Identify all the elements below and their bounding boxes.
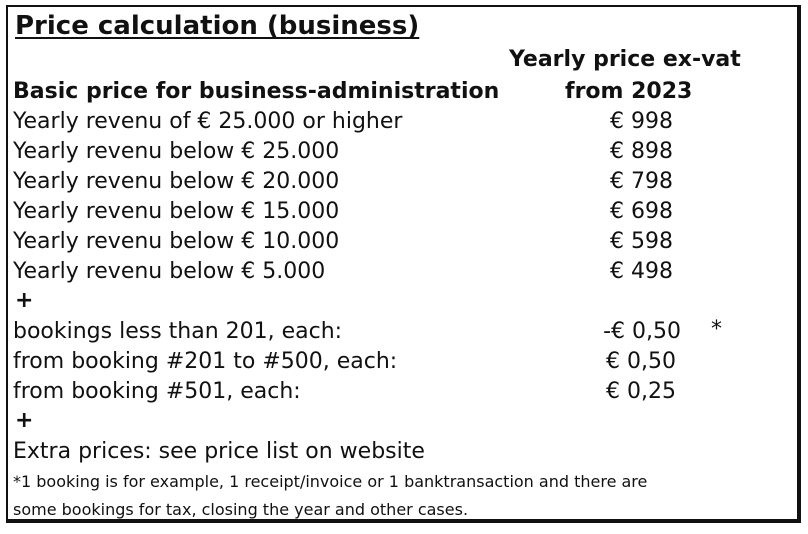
price-table — [6, 5, 801, 523]
revenue-row-label: Yearly revenu below € 25.000 — [13, 139, 340, 164]
booking-row-price: -€ 0,50 — [603, 319, 681, 344]
page-title: Price calculation (business) — [15, 11, 420, 41]
revenue-row-price: € 798 — [610, 169, 673, 194]
basic-price-header: Basic price for business-administration — [13, 79, 500, 104]
revenue-row-price: € 698 — [610, 199, 673, 224]
revenue-row-price: € 498 — [610, 259, 673, 284]
price-column-header-line1: Yearly price ex-vat — [509, 47, 741, 72]
footnote-line: some bookings for tax, closing the year and other cases. — [13, 500, 469, 519]
price-column-header-line2: from 2023 — [565, 79, 693, 104]
footnote-marker: * — [711, 317, 722, 342]
booking-row-label: from booking #501, each: — [13, 379, 301, 404]
revenue-row-label: Yearly revenu of € 25.000 or higher — [13, 109, 403, 134]
revenue-row-label: Yearly revenu below € 20.000 — [13, 169, 340, 194]
revenue-row-label: Yearly revenu below € 15.000 — [13, 199, 340, 224]
revenue-row-price: € 898 — [610, 139, 673, 164]
revenue-row-label: Yearly revenu below € 5.000 — [13, 259, 326, 284]
booking-row-price: € 0,25 — [606, 379, 676, 404]
booking-row-price: € 0,50 — [606, 349, 676, 374]
revenue-row-price: € 998 — [610, 109, 673, 134]
footnote-line: *1 booking is for example, 1 receipt/invoice or 1 banktransaction and there are — [13, 472, 648, 491]
plus-sign: + — [15, 288, 34, 313]
booking-row-label: from booking #201 to #500, each: — [13, 349, 398, 374]
revenue-row-price: € 598 — [610, 229, 673, 254]
extra-prices-note: Extra prices: see price list on website — [13, 439, 425, 464]
plus-sign: + — [15, 408, 34, 433]
revenue-row-label: Yearly revenu below € 10.000 — [13, 229, 340, 254]
booking-row-label: bookings less than 201, each: — [13, 319, 343, 344]
